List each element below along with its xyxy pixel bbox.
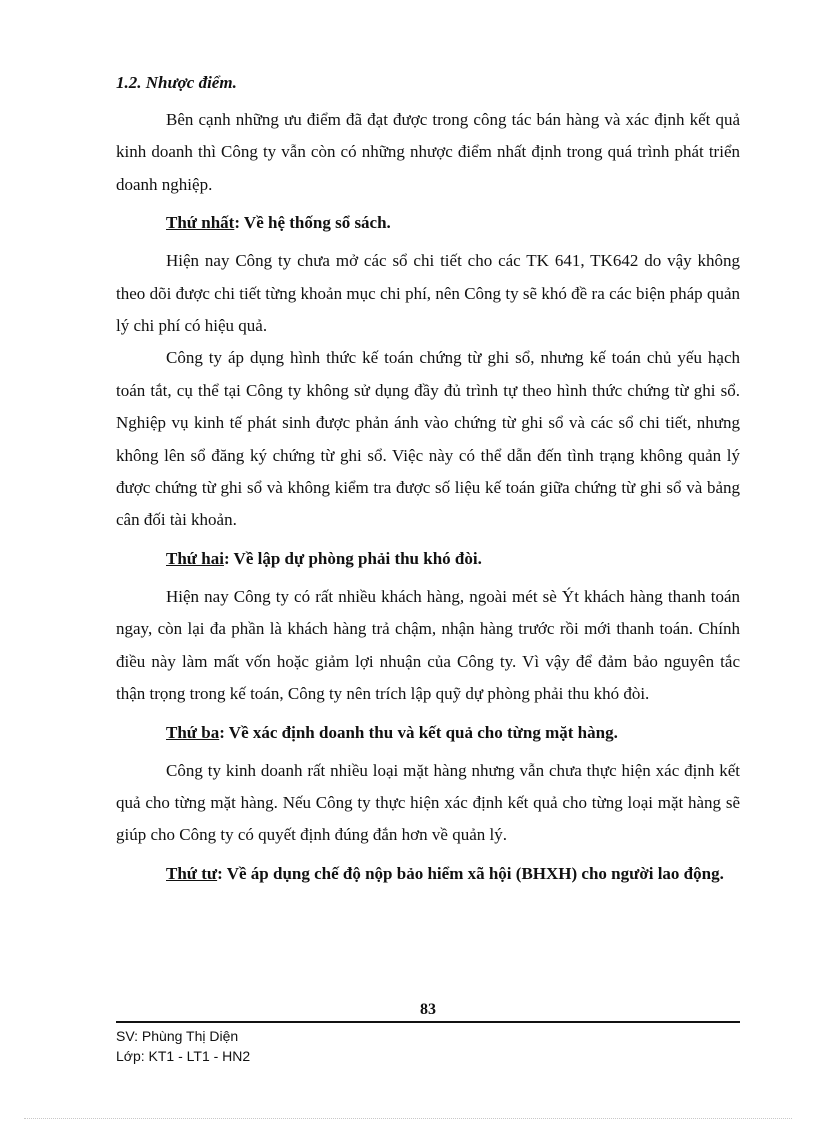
- footer-class: Lớp: KT1 - LT1 - HN2: [116, 1048, 251, 1064]
- point-3-paragraph-1: Công ty kinh doanh rất nhiều loại mặt hàng nhưng vẫn chưa thực hiện xác định kết quả cho từng mặt hàng. Nếu Công ty thực hiện xác định kết quả cho từng loại mặt hàng sẽ giúp cho Công ty có quyết định đúng đắn hơn về quản lý.: [116, 760, 740, 845]
- page-number: 83: [116, 1000, 740, 1023]
- section-title: 1.2. Nhược điểm.: [116, 73, 237, 92]
- heading-point-3: [116, 717, 740, 749]
- heading-point-2: [116, 543, 740, 575]
- heading-point-1-title: : Về hệ thống sổ sách.: [234, 213, 391, 233]
- point-2-paragraph-1: Hiện nay Công ty có rất nhiều khách hàng, ngoài mét sè Ýt khách hàng thanh toán ngay, còn lại đa phần là khách hàng trả chậm, nhận hàng trước rồi mới thanh toán. Chính điều này làm mất vốn hoặc giảm lợi nhuận của Công ty. Vì vậy để đảm bảo nguyên tắc thận trọng trong kế toán, Công ty nên trích lập quỹ dự phòng phải thu khó đòi.: [116, 586, 740, 704]
- heading-point-2-label: Thứ hai: [166, 548, 224, 568]
- heading-point-3-label: Thứ ba: [166, 722, 220, 742]
- heading-point-4: [116, 858, 740, 890]
- page-footer: [116, 1000, 740, 1066]
- footer-student: SV: Phùng Thị Diện: [116, 1028, 239, 1044]
- heading-point-4-title: : Về áp dụng chế độ nộp bảo hiểm xã hội (BHXH) cho người lao động.: [217, 863, 724, 883]
- intro-paragraph: Bên cạnh những ưu điểm đã đạt được trong công tác bán hàng và xác định kết quả kinh doanh thì Công ty vẫn còn có những nhược điểm nhất định trong quá trình phát triển doanh nghiệp.: [116, 110, 740, 194]
- heading-point-3-title: : Về xác định doanh thu và kết quả cho từng mặt hàng.: [219, 722, 618, 742]
- page-edge-border: [24, 1118, 792, 1119]
- heading-point-4-label: Thứ tư: [166, 863, 218, 883]
- point-1-paragraph-1: Hiện nay Công ty chưa mở các sổ chi tiết cho các TK 641, TK642 do vậy không theo dõi được chi tiết từng khoản mục chi phí, nên Công ty sẽ khó đề ra các biện pháp quản lý chi phí có hiệu quả.: [116, 251, 740, 336]
- heading-point-1-label: Thứ nhất: [166, 213, 235, 233]
- document-page: [116, 72, 740, 896]
- point-1-paragraph-2: Công ty áp dụng hình thức kế toán chứng từ ghi sổ, nhưng kế toán chủ yếu hạch toán tắt, cụ thể tại Công ty không sử dụng đầy đủ trình tự theo hình thức chứng từ ghi sổ. Nghiệp vụ kinh tế phát sinh được phản ánh vào chứng từ ghi sổ và các sổ chi tiết, nhưng không lên sổ đăng ký chứng từ ghi sổ. Việc này có thể dẫn đến tình trạng không quản lý được chứng từ ghi sổ và không kiểm tra được số liệu kế toán giữa chứng từ ghi sổ và bảng cân đối tài khoản.: [116, 348, 740, 530]
- heading-point-2-title: : Về lập dự phòng phải thu khó đòi.: [223, 548, 482, 568]
- heading-point-1: [116, 207, 740, 239]
